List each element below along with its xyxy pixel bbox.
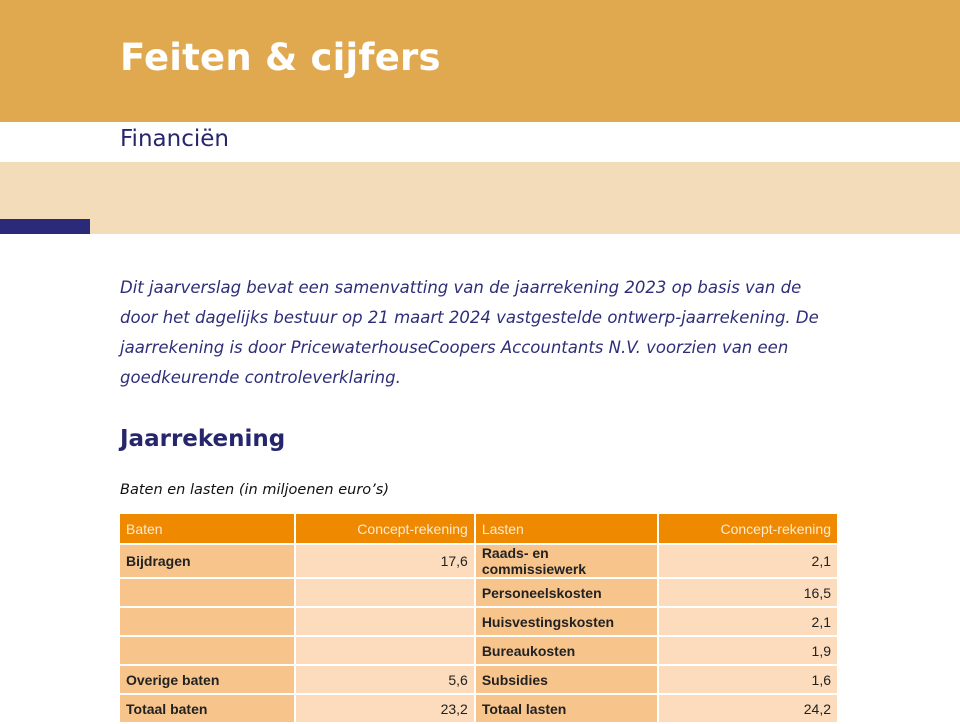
baten-label: Overige baten [120,666,294,693]
lasten-value: 1,9 [659,637,837,664]
page-title: Feiten & cijfers [120,36,441,79]
table-header-row [120,514,837,543]
baten-label [120,637,294,664]
lasten-label: Huisvestingskosten [476,608,657,635]
table-row-total [120,695,837,722]
baten-label [120,608,294,635]
baten-value: 17,6 [296,545,473,577]
lasten-value: 16,5 [659,579,837,606]
baten-label [120,579,294,606]
table-row [120,545,837,577]
header-concept-rekening-baten: Concept-rekening [296,514,473,543]
decorative-band [0,162,960,234]
accent-bar [0,219,90,234]
totaal-lasten-value: 24,2 [659,695,837,722]
lasten-label: Raads- en commissiewerk [476,545,657,577]
jaarrekening-heading: Jaarrekening [120,426,286,452]
baten-value [296,637,473,664]
table-row [120,579,837,606]
table-row [120,666,837,693]
baten-label: Bijdragen [120,545,294,577]
lasten-label: Personeelskosten [476,579,657,606]
totaal-baten-label: Totaal baten [120,695,294,722]
lasten-label: Subsidies [476,666,657,693]
intro-paragraph: Dit jaarverslag bevat een samenvatting van de jaarrekening 2023 op basis van de door het dagelijks bestuur op 21 maart 2024 vastgestelde ontwerp-jaarrekening. De jaarrekening is door PricewaterhouseCoopers Accountants N.V. voorzien van een goedkeurende controleverklaring. [120,278,819,387]
table-caption: Baten en lasten (in miljoenen euro’s) [120,482,389,498]
table-row [120,608,837,635]
financial-table [118,512,839,724]
lasten-value: 2,1 [659,545,837,577]
baten-value [296,608,473,635]
baten-value: 5,6 [296,666,473,693]
lasten-value: 2,1 [659,608,837,635]
header-baten: Baten [120,514,294,543]
totaal-lasten-label: Totaal lasten [476,695,657,722]
section-title: Financiën [120,126,229,152]
baten-value [296,579,473,606]
header-lasten: Lasten [476,514,657,543]
header-concept-rekening-lasten: Concept-rekening [659,514,837,543]
table-row [120,637,837,664]
lasten-value: 1,6 [659,666,837,693]
lasten-label: Bureaukosten [476,637,657,664]
totaal-baten-value: 23,2 [296,695,473,722]
